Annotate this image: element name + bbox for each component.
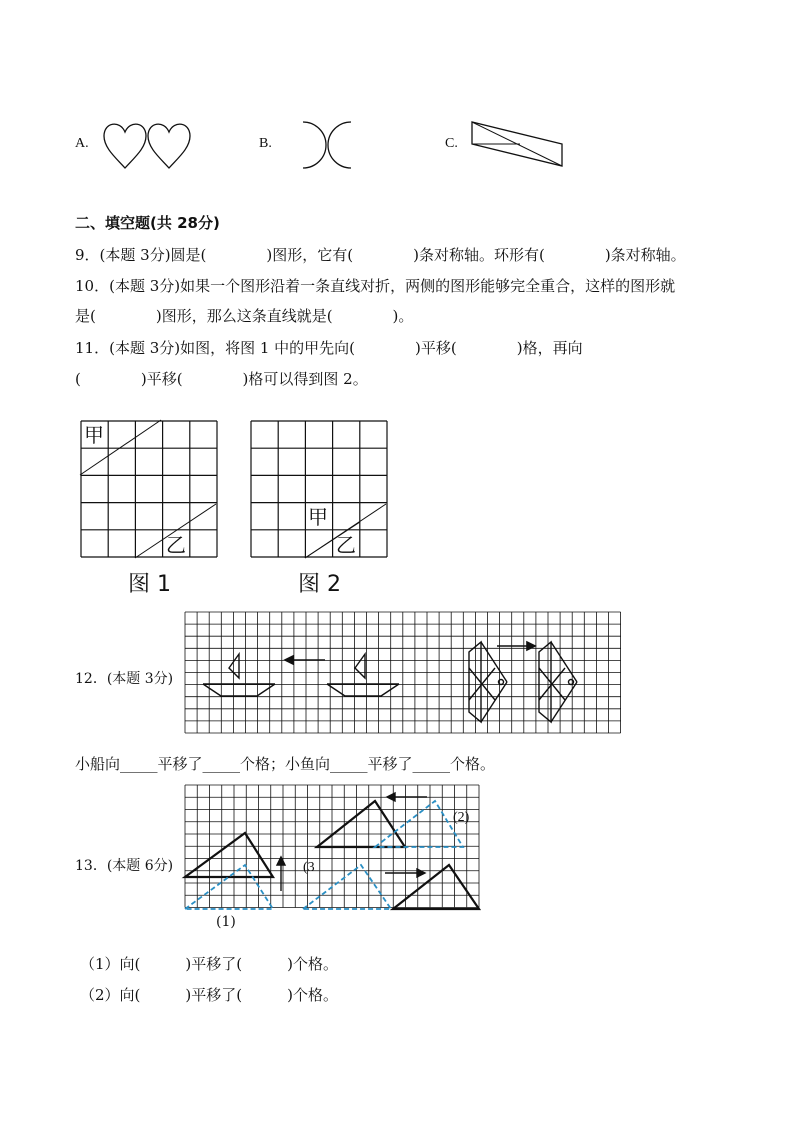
- mark-1: (1): [216, 914, 236, 930]
- arrow-right-icon: [497, 642, 535, 650]
- mark-2: (2): [453, 810, 470, 825]
- option-a-label: A.: [75, 136, 89, 151]
- figure-2-yi: 乙: [336, 533, 356, 557]
- question-9: 9．(本题 3分)圆是( )图形，它有( )条对称轴。环形有( )条对称轴。: [75, 246, 686, 264]
- question-10-line-2: 是( )图形，那么这条直线就是( )。: [75, 307, 414, 325]
- figure-2-grid: [250, 420, 390, 560]
- option-b-label: B.: [259, 136, 272, 151]
- figure-1-caption: 图 1: [128, 572, 171, 597]
- question-12-label: 12．(本题 3分): [75, 671, 174, 687]
- option-c-label: C.: [445, 136, 458, 151]
- mark-3: (3: [303, 860, 315, 875]
- double-crescent-icon: [285, 120, 369, 170]
- question-13-answer-1: （1）向( )平移了( )个格。: [80, 955, 338, 973]
- question-13-grid: [185, 785, 481, 913]
- triangle-left-dashed: [185, 865, 273, 909]
- question-12-grid: [185, 612, 623, 740]
- figure-2-jia: 甲: [308, 505, 328, 529]
- figure-2-caption: 图 2: [298, 572, 341, 597]
- section-title: 二、填空题(共 28分): [75, 214, 220, 232]
- arrow-left-icon: [285, 656, 325, 664]
- figure-1-jia: 甲: [84, 423, 104, 447]
- question-12-answer: 小船向_____平移了_____个格；小鱼向_____平移了_____个格。: [75, 755, 496, 773]
- double-heart-icon: [102, 118, 194, 170]
- fish-left-icon: [469, 642, 507, 722]
- fish-right-icon: [539, 642, 577, 722]
- question-13-label: 13．(本题 6分): [75, 858, 174, 874]
- triangle-top-dashed: [375, 801, 463, 847]
- question-11-line-1: 11．(本题 3分)如图，将图 1 中的甲先向( )平移( )格，再向: [75, 339, 583, 357]
- arrow-up-icon: [277, 857, 285, 891]
- arrow-left-icon: [387, 793, 427, 801]
- question-13-answer-2: （2）向( )平移了( )个格。: [80, 986, 338, 1004]
- figure-1-yi: 乙: [166, 533, 186, 557]
- parallelogram-strip-icon: [470, 120, 566, 170]
- question-10-line-1: 10．(本题 3分)如果一个图形沿着一条直线对折，两侧的图形能够完全重合，这样的图形就: [75, 277, 676, 295]
- question-11-line-2: ( )平移( )格可以得到图 2。: [75, 370, 368, 388]
- triangle-top-solid: [317, 801, 405, 847]
- triangle-bottom-dashed: [303, 865, 391, 909]
- figure-1-grid: [80, 420, 220, 560]
- arrow-right-icon: [385, 869, 425, 877]
